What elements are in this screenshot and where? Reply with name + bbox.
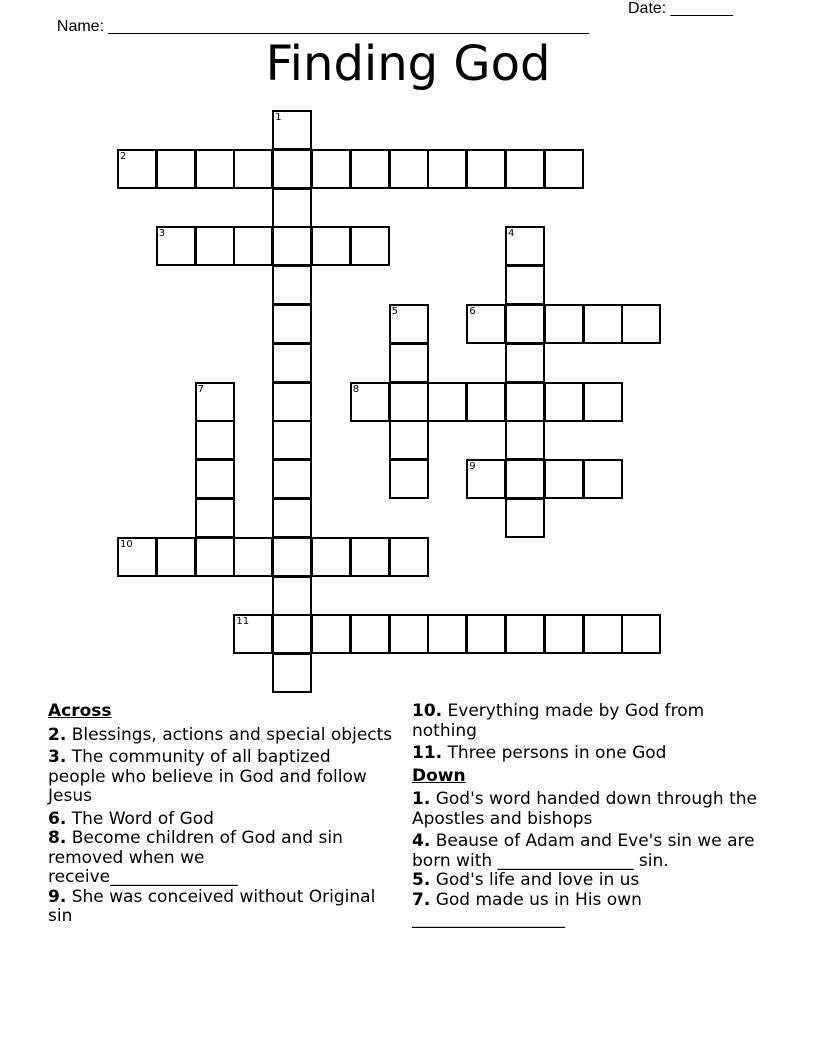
crossword-cell[interactable]	[389, 614, 429, 654]
crossword-cell[interactable]	[505, 420, 545, 460]
crossword-cell[interactable]	[117, 537, 157, 577]
clue-text: God's word handed down through the Apostles and bishops	[412, 789, 757, 829]
crossword-cell[interactable]	[505, 343, 545, 383]
clue-down-7	[412, 891, 757, 930]
clue-number-label: 6	[469, 306, 476, 317]
clue-number-label: 3	[158, 228, 166, 240]
clue-down-5	[412, 871, 757, 891]
crossword-cell[interactable]	[195, 537, 235, 577]
crossword-cell[interactable]	[272, 420, 312, 460]
crossword-cell[interactable]	[350, 149, 390, 189]
crossword-cell[interactable]	[233, 226, 273, 266]
clue-text: She was conceived without Original sin	[48, 886, 376, 926]
clue-down-1	[412, 790, 757, 829]
crossword-cell[interactable]	[544, 149, 584, 189]
crossword-cell[interactable]	[272, 188, 312, 228]
crossword-cell[interactable]	[389, 537, 429, 577]
clues-column-left	[48, 702, 393, 930]
crossword-cell[interactable]	[583, 382, 623, 422]
crossword-cell[interactable]	[544, 459, 584, 499]
clue-across-2	[48, 726, 393, 746]
crossword-cell[interactable]	[583, 304, 623, 344]
crossword-cell[interactable]	[195, 498, 235, 538]
clue-across-8	[48, 829, 393, 888]
clue-number-label: 7	[197, 383, 204, 395]
clue-number-label: 5	[391, 306, 398, 317]
crossword-cell[interactable]	[350, 537, 390, 577]
crossword-cell[interactable]	[311, 149, 351, 189]
clue-text: Blessings, actions and special objects	[66, 724, 393, 745]
crossword-cell[interactable]	[233, 537, 273, 577]
crossword-cell[interactable]	[505, 149, 545, 189]
crossword-cell[interactable]	[583, 459, 623, 499]
crossword-cell[interactable]	[389, 343, 429, 383]
clue-across-10	[412, 702, 757, 741]
crossword-cell[interactable]	[272, 459, 312, 499]
crossword-cell[interactable]	[621, 304, 661, 344]
clue-text: Become children of God and sin removed when we receive_______________	[48, 828, 343, 887]
clue-number: 2.	[48, 724, 67, 745]
crossword-cell[interactable]	[389, 420, 429, 460]
down-heading: Down	[412, 765, 466, 786]
crossword-cell[interactable]	[466, 382, 506, 422]
clue-across-11	[412, 744, 757, 764]
crossword-cell[interactable]	[505, 265, 545, 305]
date-field-label: Date: _______	[628, 0, 733, 17]
crossword-cell[interactable]	[427, 614, 467, 654]
crossword-cell[interactable]	[505, 304, 545, 344]
clue-number-label: 4	[508, 228, 515, 240]
crossword-cell[interactable]	[505, 498, 545, 538]
crossword-cell[interactable]	[466, 304, 506, 344]
crossword-cell[interactable]	[466, 149, 506, 189]
crossword-cell[interactable]	[272, 653, 312, 693]
crossword-cell[interactable]	[272, 576, 312, 616]
crossword-cell[interactable]	[466, 459, 506, 499]
crossword-cell[interactable]	[389, 459, 429, 499]
crossword-cell[interactable]	[311, 614, 351, 654]
clue-across-6	[48, 810, 393, 830]
crossword-cell[interactable]	[195, 420, 235, 460]
clue-number-label: 2	[120, 150, 127, 162]
clue-number: 5.	[412, 870, 431, 890]
crossword-cell[interactable]	[544, 304, 584, 344]
crossword-cell[interactable]	[117, 149, 157, 189]
clue-number: 7.	[412, 889, 431, 910]
crossword-cell[interactable]	[427, 382, 467, 422]
crossword-cell[interactable]	[272, 226, 312, 266]
crossword-cell[interactable]	[272, 304, 312, 344]
clue-across-3	[48, 748, 393, 807]
crossword-cell[interactable]	[505, 382, 545, 422]
clue-number-label: 1	[275, 112, 282, 123]
crossword-cell[interactable]	[272, 265, 312, 305]
name-field-label: Name: ______________________________________________________	[56, 18, 589, 35]
crossword-cell[interactable]	[389, 382, 429, 422]
crossword-cell[interactable]	[233, 149, 273, 189]
clue-down-4	[412, 832, 757, 871]
crossword-cell[interactable]	[311, 226, 351, 266]
clue-number: 11.	[412, 743, 443, 763]
page-title: Finding God	[265, 36, 551, 92]
crossword-cell[interactable]	[195, 382, 235, 422]
crossword-cell[interactable]	[156, 149, 196, 189]
crossword-cell[interactable]	[505, 226, 545, 266]
clue-text: God's life and love in us	[430, 870, 640, 890]
crossword-cell[interactable]	[311, 537, 351, 577]
clue-number: 3.	[48, 747, 67, 767]
crossword-cell[interactable]	[233, 614, 273, 654]
crossword-cell[interactable]	[544, 382, 584, 422]
clue-text: The Word of God	[66, 808, 214, 829]
crossword-cell[interactable]	[156, 537, 196, 577]
clue-number: 6.	[48, 808, 67, 829]
crossword-cell[interactable]	[621, 614, 661, 654]
clue-text: God made us in His own __________________	[412, 889, 642, 929]
clue-number: 10.	[412, 701, 443, 721]
crossword-cell[interactable]	[350, 614, 390, 654]
crossword-cell[interactable]	[350, 226, 390, 266]
crossword-cell[interactable]	[272, 382, 312, 422]
crossword-cell[interactable]	[195, 226, 235, 266]
clue-text: Three persons in one God	[442, 743, 667, 763]
crossword-cell[interactable]	[195, 459, 235, 499]
clue-number-label: 10	[120, 538, 133, 550]
clue-number-label: 8	[352, 383, 360, 395]
crossword-cell[interactable]	[466, 614, 506, 654]
clues-column-right	[412, 702, 757, 933]
clue-text: The community of all baptized people who believe in God and follow Jesus	[48, 747, 367, 806]
clue-number: 1.	[412, 789, 431, 809]
crossword-cell[interactable]	[350, 382, 390, 422]
crossword-cell[interactable]	[272, 537, 312, 577]
clue-across-9	[48, 888, 393, 927]
crossword-cell[interactable]	[272, 110, 312, 150]
crossword-cell[interactable]	[389, 149, 429, 189]
crossword-cell[interactable]	[272, 498, 312, 538]
crossword-cell[interactable]	[195, 149, 235, 189]
crossword-cell[interactable]	[389, 304, 429, 344]
crossword-cell[interactable]	[583, 614, 623, 654]
crossword-cell[interactable]	[156, 226, 196, 266]
across-heading: Across	[48, 701, 112, 721]
clue-text: Everything made by God from nothing	[412, 701, 705, 741]
clue-text: Beause of Adam and Eve's sin we are born with ________________ sin.	[412, 831, 755, 871]
crossword-cell[interactable]	[272, 149, 312, 189]
clue-number: 8.	[48, 828, 67, 848]
crossword-cell[interactable]	[505, 614, 545, 654]
clue-number: 9.	[48, 886, 67, 907]
crossword-cell[interactable]	[544, 614, 584, 654]
clue-number-label: 9	[469, 461, 476, 473]
crossword-cell[interactable]	[505, 459, 545, 499]
crossword-cell[interactable]	[272, 343, 312, 383]
clue-number: 4.	[412, 831, 431, 851]
crossword-cell[interactable]	[272, 614, 312, 654]
clue-number-label: 11	[236, 616, 250, 628]
crossword-cell[interactable]	[427, 149, 467, 189]
